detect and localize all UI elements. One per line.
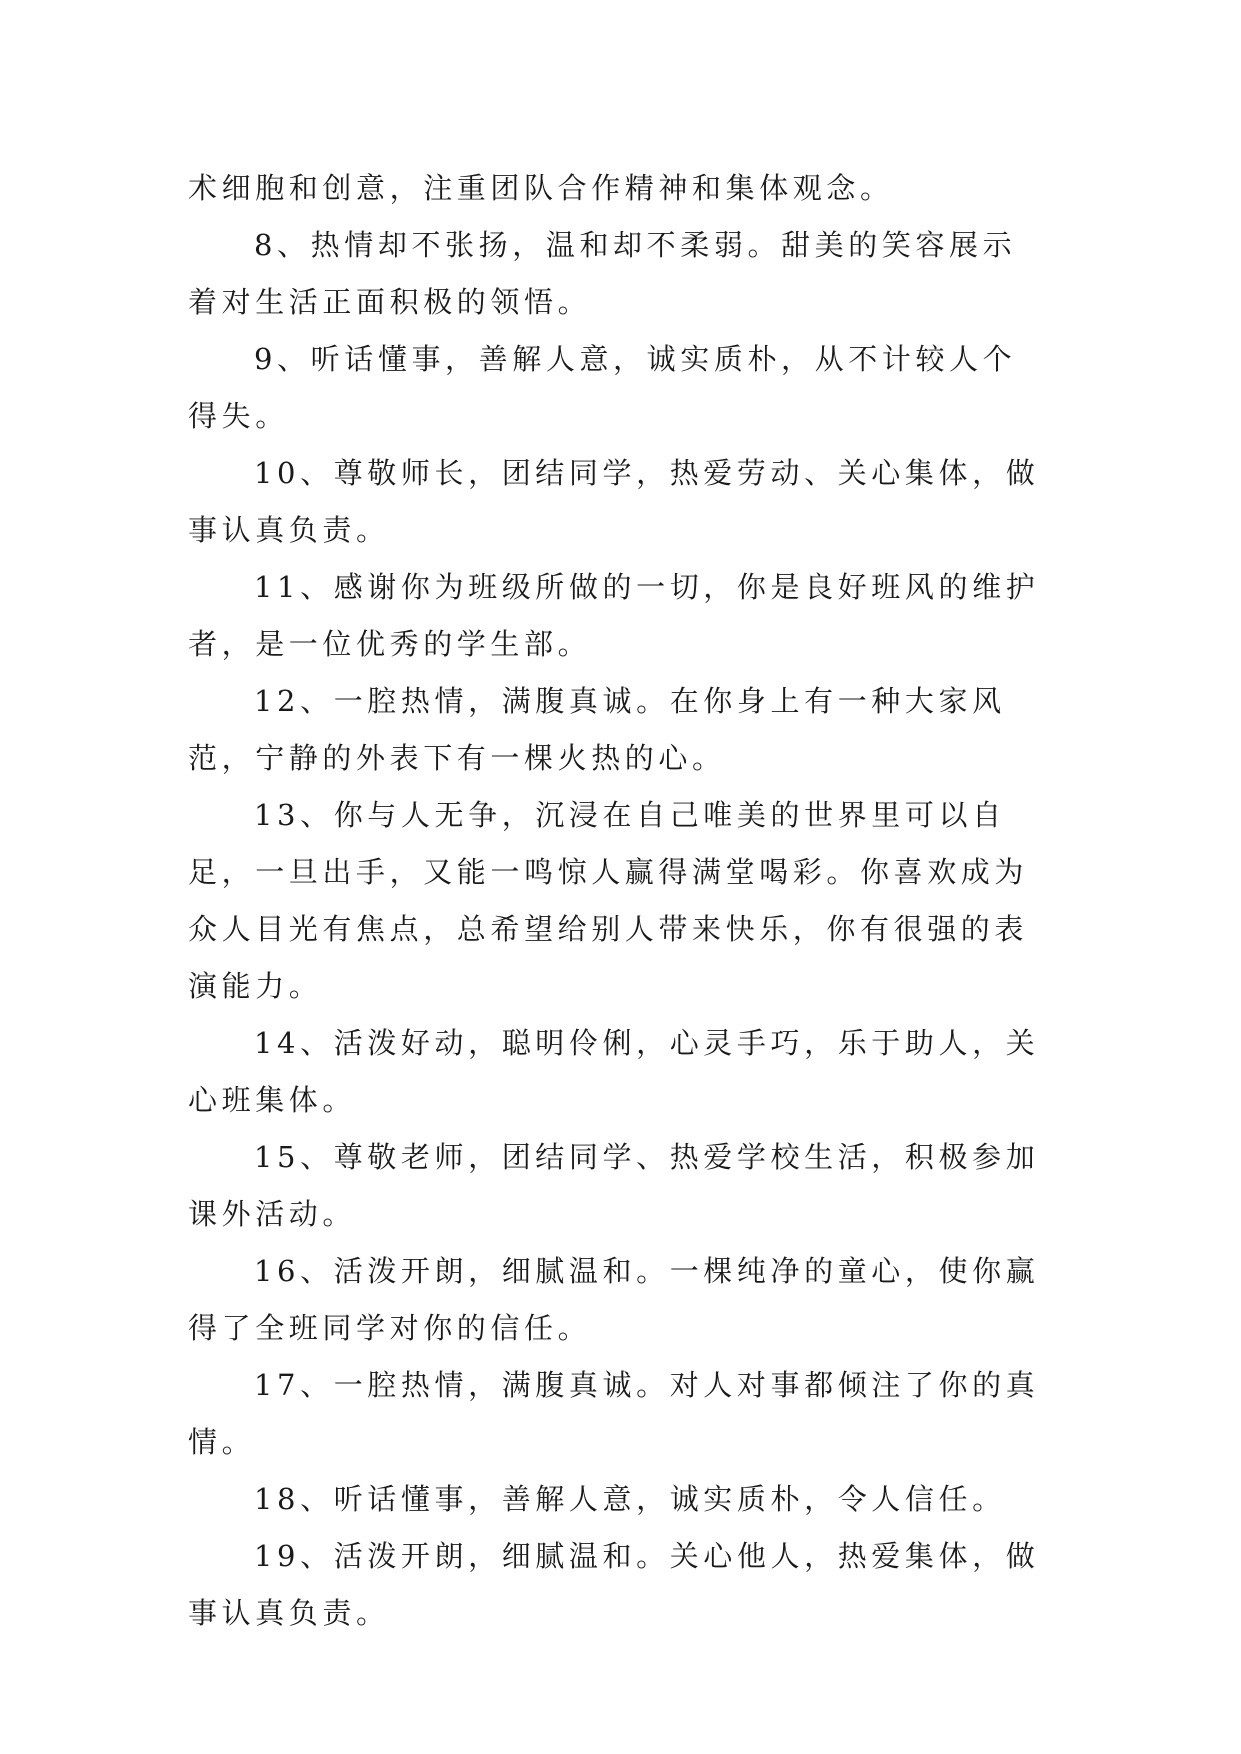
paragraph-item-14: 14、活泼好动，聪明伶俐，心灵手巧，乐于助人，关心班集体。 [188,1026,1040,1117]
paragraph-item-18: 18、听话懂事，善解人意，诚实质朴，令人信任。 [254,1482,1006,1516]
paragraph-item-11: 11、感谢你为班级所做的一切，你是良好班风的维护者，是一位优秀的学生部。 [188,570,1040,661]
paragraph-item-10: 10、尊敬师长，团结同学，热爱劳动、关心集体，做事认真负责。 [188,456,1040,547]
document-body [188,160,1048,1642]
paragraph-item-13: 13、你与人无争，沉浸在自己唯美的世界里可以自足，一旦出手，又能一鸣惊人赢得满堂喝彩。你喜欢成为众人目光有焦点，总希望给别人带来快乐，你有很强的表演能力。 [188,798,1029,1003]
paragraph-item-8: 8、热情却不张扬，温和却不柔弱。甜美的笑容展示着对生活正面积极的领悟。 [188,228,1017,319]
paragraph-item-17: 17、一腔热情，满腹真诚。对人对事都倾注了你的真情。 [188,1368,1040,1459]
paragraph-item-19: 19、活泼开朗，细腻温和。关心他人，热爱集体，做事认真负责。 [188,1539,1040,1630]
paragraph-item-12: 12、一腔热情，满腹真诚。在你身上有一种大家风范，宁静的外表下有一棵火热的心。 [188,684,1006,775]
paragraph-item-16: 16、活泼开朗，细腻温和。一棵纯净的童心，使你赢得了全班同学对你的信任。 [188,1254,1040,1345]
paragraph-continuation: 术细胞和创意，注重团队合作精神和集体观念。 [188,171,894,205]
paragraph-item-9: 9、听话懂事，善解人意，诚实质朴，从不计较人个得失。 [188,342,1017,433]
paragraph-item-15: 15、尊敬老师，团结同学、热爱学校生活，积极参加课外活动。 [188,1140,1040,1231]
